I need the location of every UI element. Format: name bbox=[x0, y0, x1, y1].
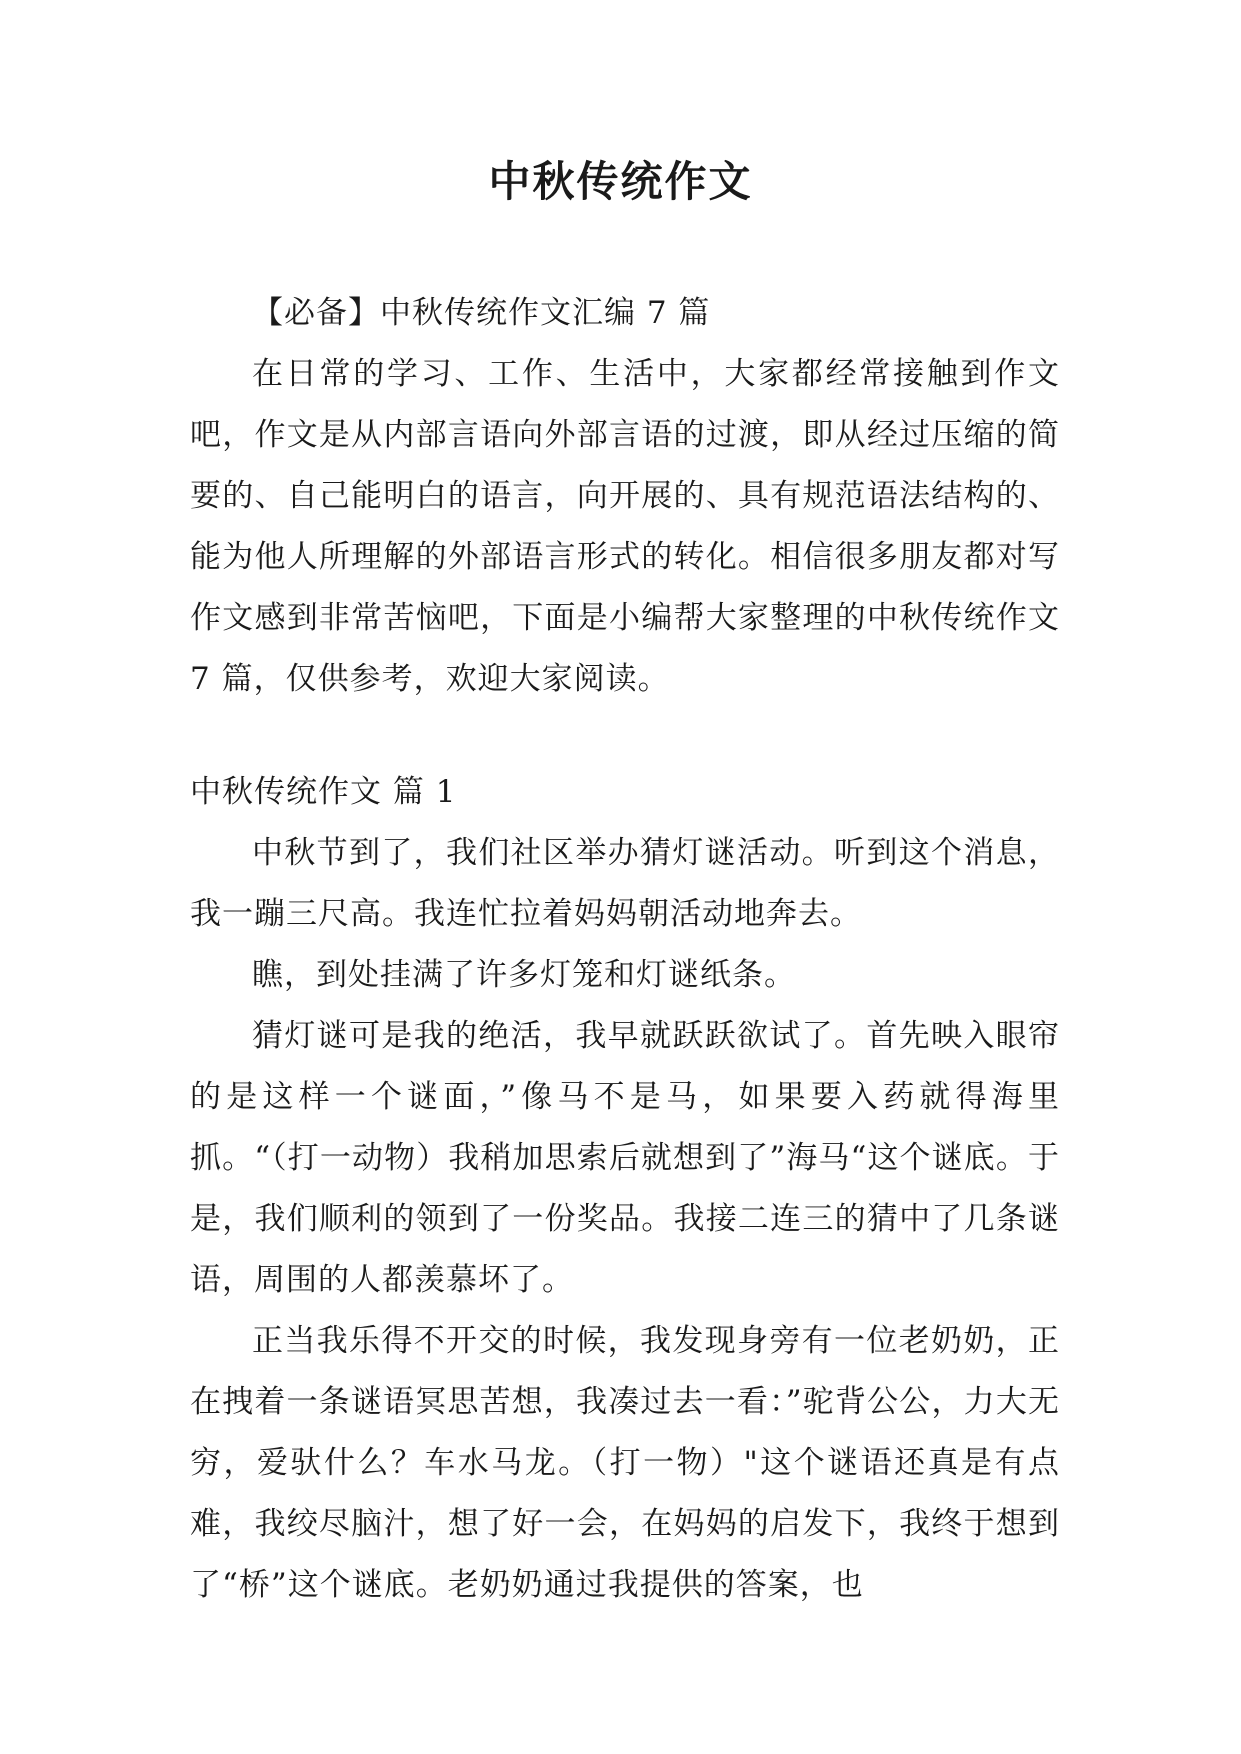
intro-paragraph: 在日常的学习、工作、生活中，大家都经常接触到作文吧，作文是从内部言语向外部言语的过渡，即从经过压缩的简要的、自己能明白的语言，向开展的、具有规范语法结构的、能为他人所理解的外部语言形式的转化。相信很多朋友都对写作文感到非常苦恼吧，下面是小编帮大家整理的中秋传统作文 7 篇，仅供参考，欢迎大家阅读。 bbox=[190, 356, 1060, 697]
section-paragraph: 正当我乐得不开交的时候，我发现身旁有一位老奶奶，正在拽着一条谜语冥思苦想，我凑过去一看：”驼背公公，力大无穷，爱驮什么？车水马龙。（打一物）"这个谜语还真是有点难，我绞尽脑汁，想了好一会，在妈妈的启发下，我终于想到了“桥”这个谜底。老奶奶通过我提供的答案，也 bbox=[190, 1323, 1060, 1603]
section-paragraph: 猜灯谜可是我的绝活，我早就跃跃欲试了。首先映入眼帘的是这样一个谜面，”像马不是马，如果要入药就得海里抓。“（打一动物）我稍加思索后就想到了”海马“这个谜底。于是，我们顺利的领到了一份奖品。我接二连三的猜中了几条谜语，周围的人都羡慕坏了。 bbox=[190, 1018, 1060, 1298]
section-paragraph: 中秋节到了，我们社区举办猜灯谜活动。听到这个消息，我一蹦三尺高。我连忙拉着妈妈朝活动地奔去。 bbox=[190, 835, 1060, 932]
section-heading: 中秋传统作文 篇 1 bbox=[190, 774, 457, 810]
document-title: 中秋传统作文 bbox=[488, 157, 753, 206]
section-paragraph: 瞧，到处挂满了许多灯笼和灯谜纸条。 bbox=[252, 957, 796, 993]
document-body bbox=[190, 283, 1060, 1616]
intro-subtitle: 【必备】中秋传统作文汇编 7 篇 bbox=[252, 295, 711, 331]
